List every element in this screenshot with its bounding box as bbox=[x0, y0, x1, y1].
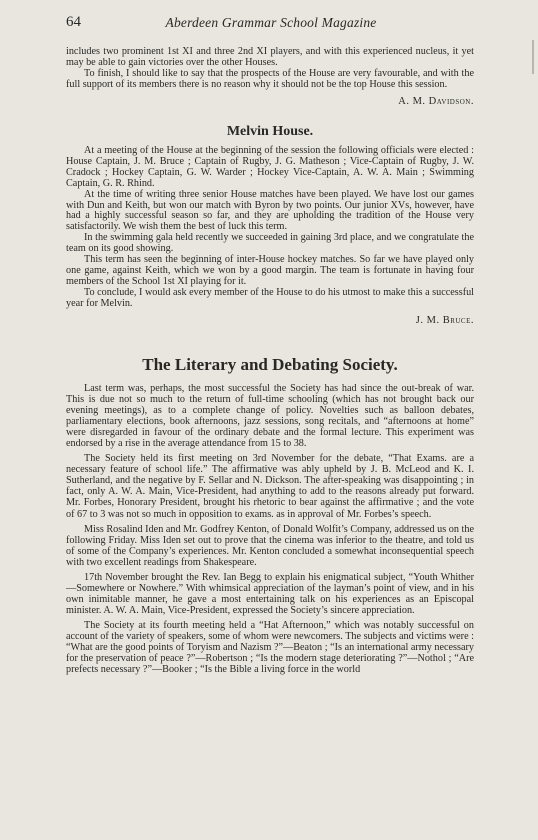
paragraph: To finish, I should like to say that the prospects of the House are very favourable, and with the full support of its members there is no reason why it should not be the top House this session. bbox=[66, 67, 474, 90]
paragraph: The Society held its first meeting on 3rd November for the debate, “That Exams. are a necessary feature of school life.” The affirmative was ably upheld by J. B. McLeod and K. I. Sutherland, and the negative by F. Sellar and N. Dickson. The after-speaking was disappointing ; in fact, only A. W. A. Main, Vice-President, had anything to add to the reasons already put forward. Mr. Forbes, Honorary President, brought his rhetoric to bear against the affirmative ; and the vote of 67 to 3 was not so much in opposition to exams. as in approval of Mr. Forbes’s speech. bbox=[66, 453, 474, 520]
running-head: Aberdeen Grammar School Magazine bbox=[165, 15, 377, 30]
melvin-house-section bbox=[66, 146, 474, 327]
paragraph: 17th November brought the Rev. Ian Begg to explain his enigmatical subject, “Youth Whither—Somewhere or Nowhere.” With whimsical appreciation of the layman’s point of view, and in his own inimitable manner, he gave a most entertaining talk on his experiences as an Episcopal minister. A. W. A. Main, Vice-President, expressed the Society’s sincere appreciation. bbox=[66, 571, 474, 616]
paragraph: Last term was, perhaps, the most successful the Society has had since the out-break of war. This is due not so much to the return of full-time schooling (which has not brought back our evening meetings), as to a complete change of policy. Novelties such as balloon debates, parliamentary elections, book afternoons, jazz sessions, song recitals, and “afternoons at home” were disregarded in favour of the ordinary debate and the formal lecture. This experiment was endorsed by a rise in the average attendance from 15 to 38. bbox=[66, 383, 474, 450]
paragraph: includes two prominent 1st XI and three 2nd XI players, and with this experienced nucleus, it yet may be able to gain victories over the other Houses. bbox=[66, 46, 474, 68]
paragraph: Miss Rosalind Iden and Mr. Godfrey Kenton, of Donald Wolfit’s Company, addressed us on the following Friday. Miss Iden set out to prove that the cinema was inferior to the theatre, and told us of some of the Company’s experiences. Mr. Kenton concluded a somewhat inconsequential speech with two excellent readings from Shakespeare. bbox=[66, 523, 474, 568]
literary-society-section bbox=[66, 383, 474, 675]
section-title-literary-society: The Literary and Debating Society. bbox=[142, 355, 398, 374]
page-edge-mark bbox=[532, 40, 534, 74]
page-header bbox=[66, 14, 476, 36]
paragraph: To conclude, I would ask every member of the House to do his utmost to make this a successful year for Melvin. bbox=[66, 286, 475, 309]
paragraph: This term has seen the beginning of inter-House hockey matches. So far we have played only one game, against Keith, which we won by a good margin. The team is fortunate in having four members of the School 1st XI playing for it. bbox=[66, 254, 474, 287]
paragraph: The Society at its fourth meeting held a “Hat Afternoon,” which was notably successful on account of the variety of speakers, some of whom were newcomers. The subjects and victims were : “What are the good points of Toryism and Nazism ?”—Beaton ; “Is an international army necessary for the preservation of peace ?”—Robertson ; “Is the modern stage deteriorating ?”—Nothol ; “Are prefects necessary ?”—Booker ; “Is the Bible a living force in the world bbox=[66, 619, 474, 676]
paragraph: At a meeting of the House at the beginning of the session the following officials were elected : House Captain, J. M. Bruce ; Captain of Rugby, J. G. Matheson ; Vice-Captain of Rugby, J. W. Cradock ; Hockey Captain, G. W. Warder ; Hockey Vice-Captain, A. W. A. Main ; Swimming Captain, G. R. Rhind. bbox=[66, 145, 474, 189]
signature: A. M. Davidson. bbox=[398, 95, 474, 107]
page-number: 64 bbox=[66, 14, 81, 30]
paragraph: At the time of writing three senior House matches have been played. We have lost our games with Dun and Keith, but won our match with Byron by two points. Our junior XVs, however, have had a highly successful season so far, and they are upholding the tradition of the House very satisfactorily. We wish them the best of luck this term. bbox=[66, 188, 474, 233]
signature: J. M. Bruce. bbox=[415, 314, 474, 326]
previous-house-section bbox=[66, 47, 474, 108]
paragraph: In the swimming gala held recently we succeeded in gaining 3rd place, and we congratulate the team on its good showing. bbox=[66, 232, 474, 255]
section-title-melvin-house: Melvin House. bbox=[226, 124, 314, 139]
